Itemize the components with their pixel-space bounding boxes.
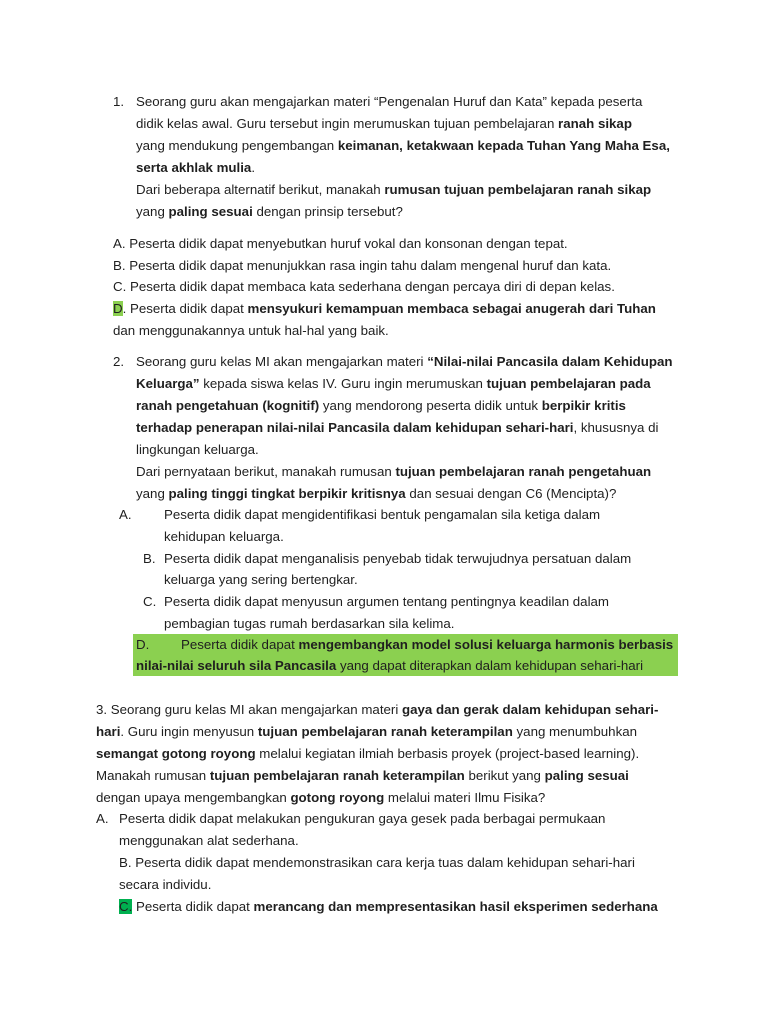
q1-option-d: D. Peserta didik dapat mensyukuri kemampuan membaca sebagai anugerah dari Tuhan [113,301,656,316]
q3-line-4: Manakah rumusan tujuan pembelajaran ranah keterampilan berikut yang paling sesuai [96,768,629,783]
q3-option-c: C. Peserta didik dapat merancang dan mempresentasikan hasil eksperimen sederhana [119,899,658,914]
q1-line-4: serta akhlak mulia. [136,160,256,175]
q2-line-1: Seorang guru kelas MI akan mengajarkan materi “Nilai-nilai Pancasila dalam Kehidupan [136,354,673,369]
q2-line-5: lingkungan keluarga. [136,442,259,457]
q1-line-2: didik kelas awal. Guru tersebut ingin merumuskan tujuan pembelajaran ranah sikap [136,116,632,131]
q1-line-6: yang paling sesuai dengan prinsip tersebut? [136,204,403,219]
q2-option-d-cont: nilai-nilai seluruh sila Pancasila yang dapat diterapkan dalam kehidupan sehari-hari [136,658,644,673]
q2-option-a: Peserta didik dapat mengidentifikasi bentuk pengamalan sila ketiga dalam [164,507,601,522]
q2-line-6: Dari pernyataan berikut, manakah rumusan tujuan pembelajaran ranah pengetahuan [136,464,652,479]
q2-option-b-cont: keluarga yang sering bertengkar. [164,572,358,587]
q2-option-a-cont: kehidupan keluarga. [164,529,284,544]
q3-line-5: dengan upaya mengembangkan gotong royong melalui materi Ilmu Fisika? [96,790,546,805]
q2-line-4: terhadap penerapan nilai-nilai Pancasila dalam kehidupan sehari-hari, khususnya di [136,420,659,435]
q2-option-c-cont: pembagian tugas rumah berdasarkan sila kelima. [164,616,455,631]
q3-option-b: B. Peserta didik dapat mendemonstrasikan cara kerja tuas dalam kehidupan sehari-hari [119,855,635,870]
q1-line-5: Dari beberapa alternatif berikut, manakah rumusan tujuan pembelajaran ranah sikap [136,182,652,197]
q3-option-b-cont: secara individu. [119,877,212,892]
q1-option-d-cont: dan menggunakannya untuk hal-hal yang baik. [113,323,389,338]
q1-option-b: B. Peserta didik dapat menunjukkan rasa ingin tahu dalam mengenal huruf dan kata. [113,258,612,273]
q3-answer-highlight: C. [119,899,133,914]
q2-option-a-label: A. [119,507,132,522]
q1-line-3: yang mendukung pengembangan keimanan, ketakwaan kepada Tuhan Yang Maha Esa, [136,138,670,153]
q3-line-3: semangat gotong royong melalui kegiatan ilmiah berbasis proyek (project-based learning). [96,746,640,761]
q2-option-d-label: D. [136,637,150,652]
q1-number: 1. [113,94,125,109]
q2-option-b: Peserta didik dapat menganalisis penyebab tidak terwujudnya persatuan dalam [164,551,632,566]
q2-line-7: yang paling tinggi tingkat berpikir kritisnya dan sesuai dengan C6 (Mencipta)? [136,486,617,501]
q1-option-a: A. Peserta didik dapat menyebutkan huruf vokal dan konsonan dengan tepat. [113,236,568,251]
q2-line-2: Keluarga” kepada siswa kelas IV. Guru ingin merumuskan tujuan pembelajaran pada [136,376,651,391]
q1-option-c: C. Peserta didik dapat membaca kata sederhana dengan percaya diri di depan kelas. [113,279,615,294]
q1-answer-highlight: D [113,301,123,316]
q3-line-2: hari. Guru ingin menyusun tujuan pembelajaran ranah keterampilan yang menumbuhkan [96,724,638,739]
q3-option-a-label: A. [96,811,109,826]
q2-option-c: Peserta didik dapat menyusun argumen tentang pentingnya keadilan dalam [164,594,610,609]
q3-option-a-cont: menggunakan alat sederhana. [119,833,299,848]
q3-line-1: 3. Seorang guru kelas MI akan mengajarkan materi gaya dan gerak dalam kehidupan sehari- [96,702,659,717]
q2-option-c-label: C. [143,594,157,609]
q2-option-d: Peserta didik dapat mengembangkan model solusi keluarga harmonis berbasis [181,637,674,652]
q2-number: 2. [113,354,125,369]
q3-option-a: Peserta didik dapat melakukan pengukuran gaya gesek pada berbagai permukaan [119,811,606,826]
q2-option-b-label: B. [143,551,156,566]
q2-line-3: ranah pengetahuan (kognitif) yang mendorong peserta didik untuk berpikir kritis [136,398,626,413]
q1-line-1: Seorang guru akan mengajarkan materi “Pengenalan Huruf dan Kata” kepada peserta [136,94,643,109]
